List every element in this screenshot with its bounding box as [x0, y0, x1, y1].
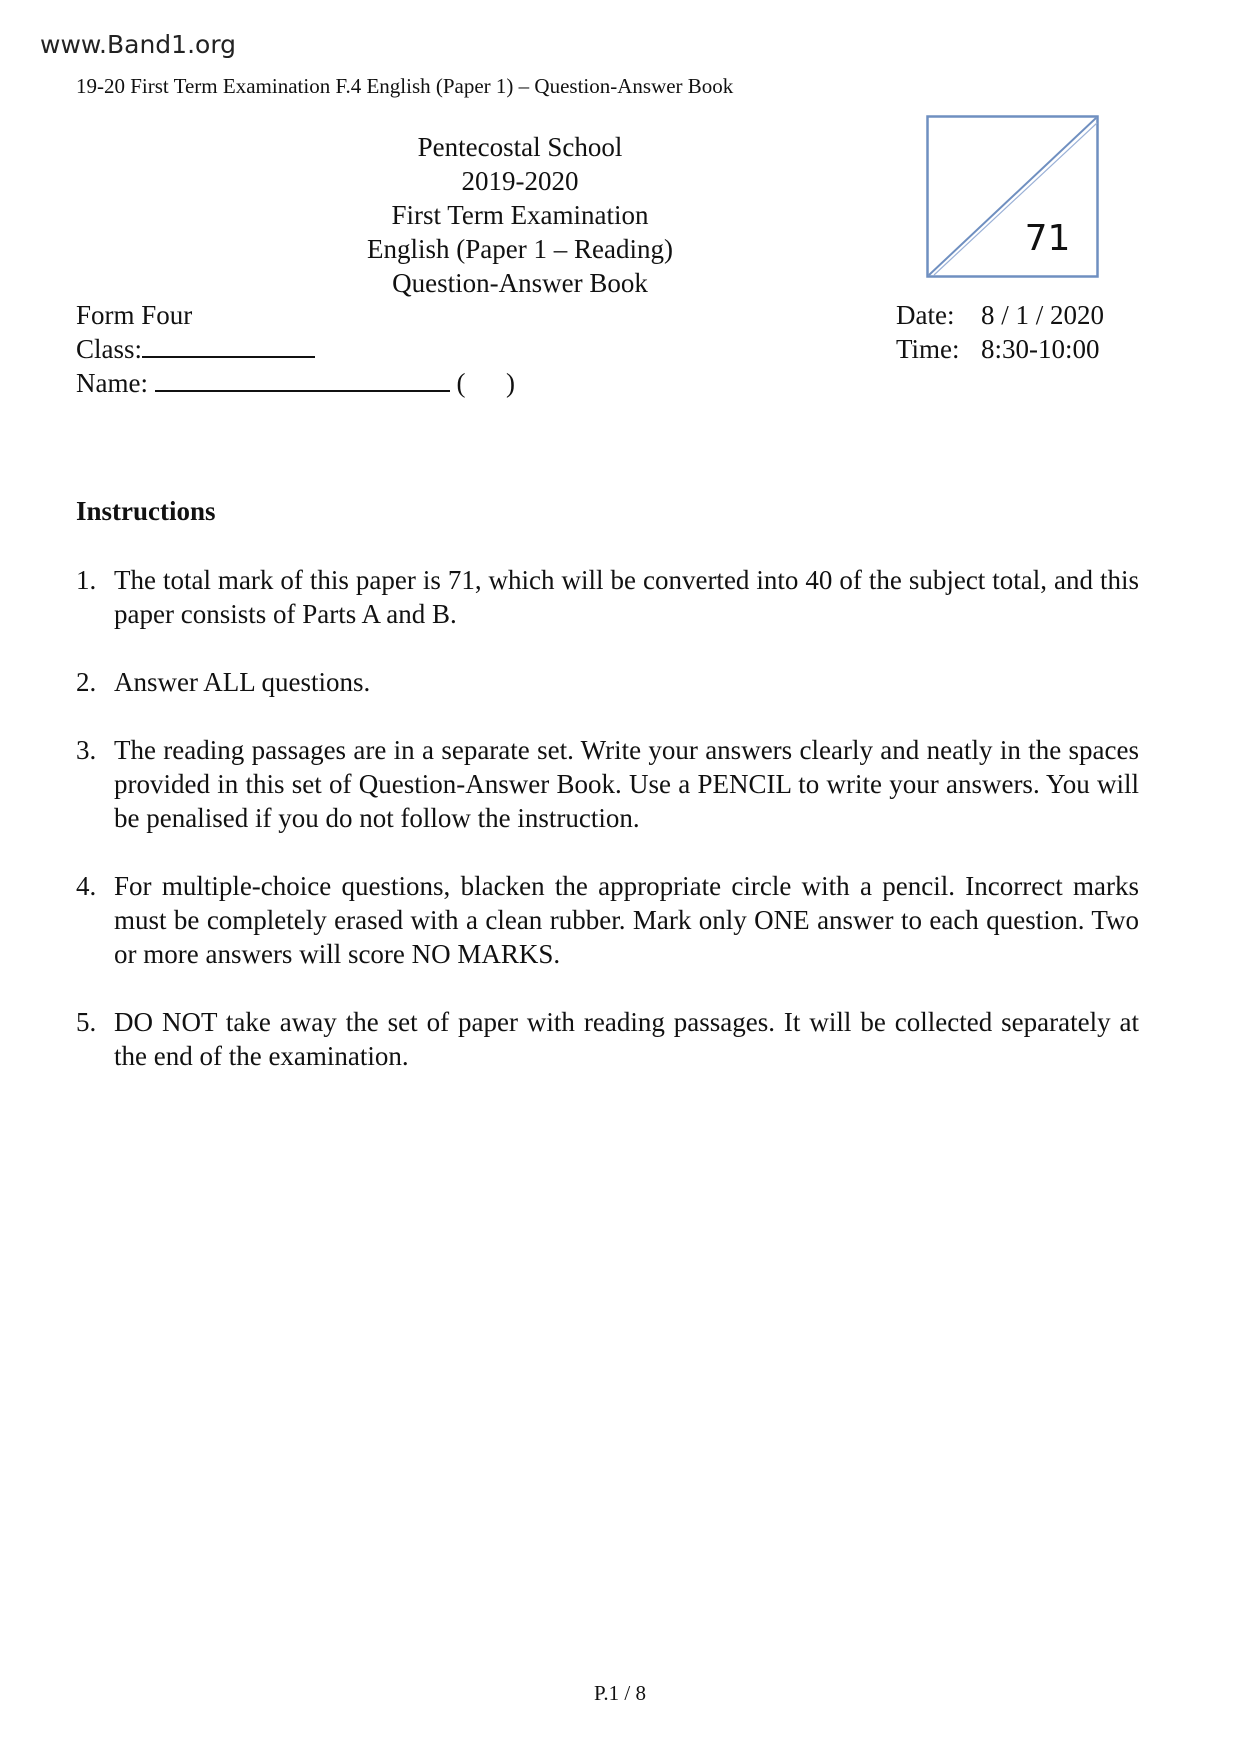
instructions-list	[76, 563, 1139, 1107]
instruction-number: 3.	[76, 735, 97, 765]
website-watermark: www.Band1.org	[40, 30, 237, 59]
class-number-paren: ( )	[456, 368, 515, 398]
name-field[interactable]	[76, 366, 515, 400]
instruction-text: Answer ALL questions.	[114, 667, 371, 697]
instruction-item	[76, 665, 1139, 699]
instructions-heading: Instructions	[76, 496, 216, 526]
student-info	[76, 298, 515, 400]
instruction-item	[76, 563, 1139, 631]
time-row	[896, 332, 1104, 366]
exam-name: First Term Examination	[391, 200, 649, 230]
instruction-text: For multiple-choice questions, blacken the appropriate circle with a pencil. Incorrect marks must be completely erased with a clean rubber. Mark only ONE answer to each question. Two or more answers will score NO MARKS.	[114, 871, 1139, 969]
instruction-number: 2.	[76, 667, 97, 697]
instruction-number: 5.	[76, 1007, 97, 1037]
total-score: 71	[1024, 218, 1071, 259]
school-name: Pentecostal School	[417, 132, 623, 162]
date-label: Date:	[896, 300, 955, 330]
form-label: Form Four	[76, 300, 193, 330]
name-blank[interactable]	[155, 368, 450, 392]
title-block	[300, 130, 740, 300]
instruction-number: 4.	[76, 871, 97, 901]
book-name: Question-Answer Book	[392, 268, 648, 298]
running-header: 19-20 First Term Examination F.4 English (Paper 1) – Question-Answer Book	[76, 74, 734, 98]
class-blank[interactable]	[142, 334, 315, 358]
instruction-text: DO NOT take away the set of paper with reading passages. It will be collected separately at the end of the examination.	[114, 1007, 1139, 1071]
class-label: Class:	[76, 334, 143, 364]
date-value: 8 / 1 / 2020	[981, 300, 1105, 330]
instruction-text: The total mark of this paper is 71, which will be converted into 40 of the subject total, and this paper consists of Parts A and B.	[114, 565, 1139, 629]
paper-name: English (Paper 1 – Reading)	[367, 234, 673, 264]
score-box	[926, 115, 1099, 280]
time-label: Time:	[896, 334, 960, 364]
name-label: Name:	[76, 368, 148, 398]
date-row	[896, 298, 1104, 332]
school-year: 2019-2020	[461, 166, 579, 196]
page-number: P.1 / 8	[594, 1681, 646, 1705]
instruction-text: The reading passages are in a separate set. Write your answers clearly and neatly in the spaces provided in this set of Question-Answer Book. Use a PENCIL to write your answers. You will be penalised if you do not follow the instruction.	[114, 735, 1139, 833]
instruction-item	[76, 1005, 1139, 1073]
instruction-number: 1.	[76, 565, 97, 595]
time-value: 8:30-10:00	[981, 334, 1100, 364]
class-field[interactable]	[76, 332, 515, 366]
instruction-item	[76, 869, 1139, 971]
instruction-item	[76, 733, 1139, 835]
exam-details	[896, 298, 1104, 366]
